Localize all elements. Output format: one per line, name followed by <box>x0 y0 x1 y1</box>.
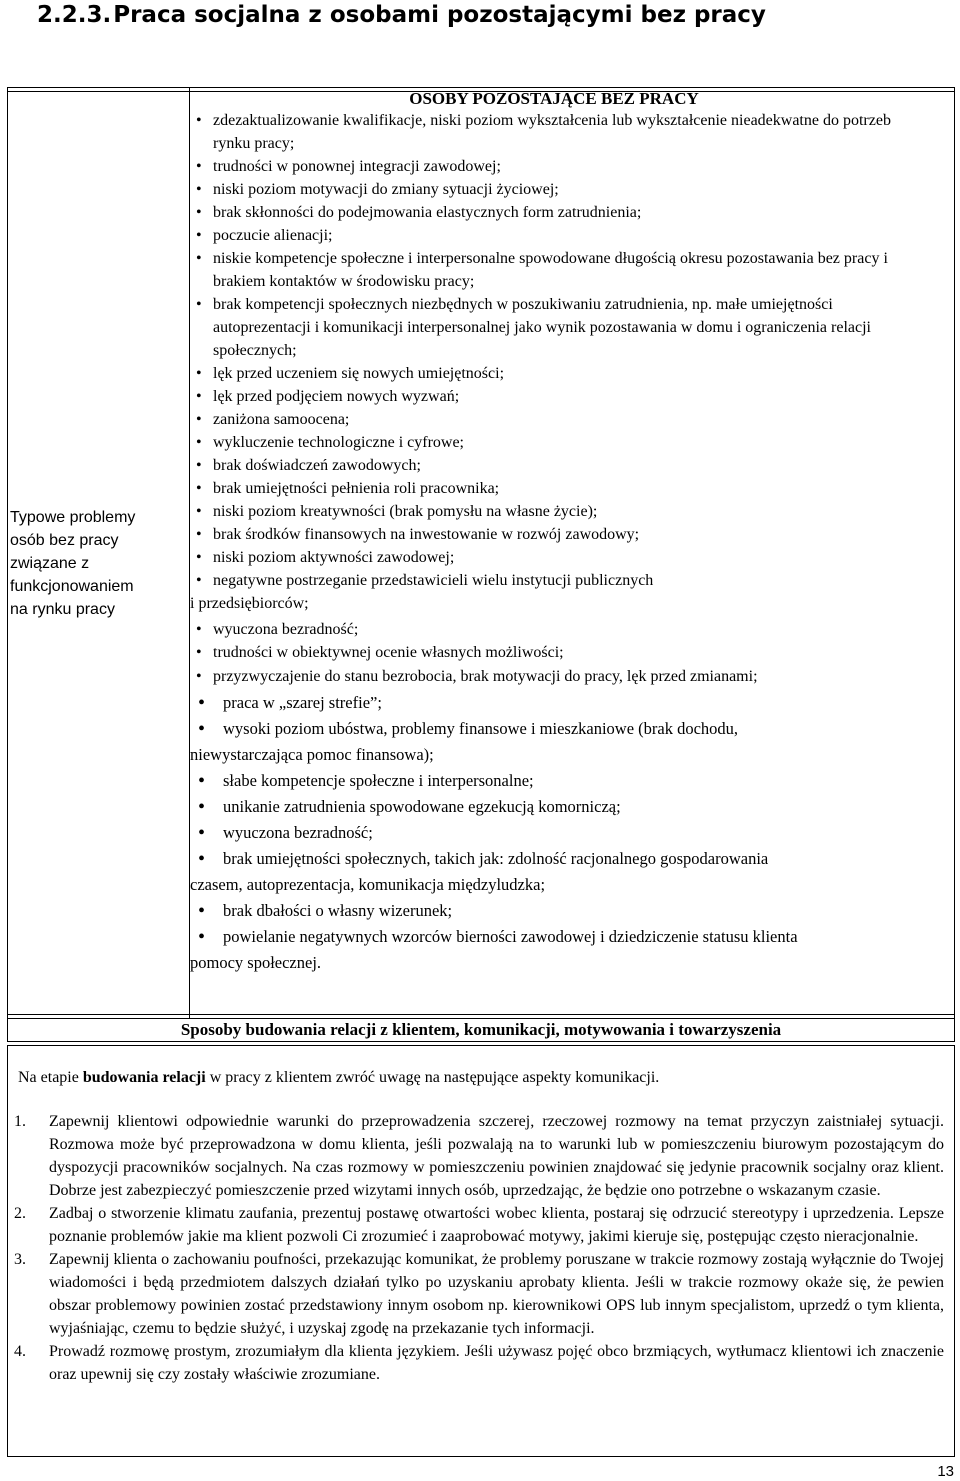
problems-list-continued <box>190 618 918 690</box>
category-line: osób bez pracy <box>10 532 119 549</box>
list-item: • przyzwyczajenie do stanu bezrobocia, brak motywacji do pracy, lęk przed zmianami; <box>190 664 918 690</box>
section-heading <box>37 0 766 30</box>
list-item <box>190 820 918 846</box>
point-item <box>14 1248 944 1340</box>
category-line: funkcjonowaniem <box>10 578 134 595</box>
item-text: wyuczona bezradność; <box>223 823 373 842</box>
section2-title: Sposoby budowania relacji z klientem, komunikacji, motywowania i towarzyszenia <box>180 1020 782 1039</box>
problems-list-large <box>190 690 918 976</box>
point-text: Zapewnij klienta o zachowaniu poufności, przekazując komunikat, że problemy poruszane w trakcie rozmowy zostają wyłącznie do Twojej wiadomości i będą przedmiotem dalszych działań tylko po uzyskaniu aprobaty klienta. Jeśli w trakcie rozmowy okaże się, że pewien obszar problemowy powinien zostać przedstawiony innym osobom np. kierownikowi OPS lub innym specjalistom, uprzedź o tym klienta, wyjaśniając, czemu to będzie służyć, i uzyskaj zgodę na przekazanie tych informacji. <box>49 1251 944 1337</box>
category-line: na rynku pracy <box>10 601 115 618</box>
list-item: • trudności w obiektywnej ocenie własnych możliwości; <box>190 641 918 664</box>
point-number: 4. <box>14 1343 26 1360</box>
intro-text: Na etapie <box>18 1069 83 1086</box>
item-text-continued: pomocy społecznej. <box>190 953 322 972</box>
table-header: OSOBY POZOSTAJĄCE BEZ PRACY <box>409 89 699 108</box>
list-item: • lęk przed podjęciem nowych wyzwań; <box>190 385 918 408</box>
section-number: 2.2.3. <box>37 2 112 28</box>
list-item: • trudności w ponownej integracji zawodowej; <box>190 155 918 178</box>
item-text: wysoki poziom ubóstwa, problemy finansowe i mieszkaniowe (brak dochodu, <box>223 719 739 738</box>
list-item: • wyuczona bezradność; <box>190 618 918 641</box>
list-item: • poczucie alienacji; <box>190 224 918 247</box>
point-text: Prowadź rozmowę prostym, zrozumiałym dla klienta językiem. Jeśli używasz pojęć obco brzmiących, wytłumacz klientowi ich znaczenie oraz upewnij się czy zostały właściwie zrozumiane. <box>49 1343 944 1383</box>
list-item <box>190 846 918 898</box>
list-item <box>190 924 918 976</box>
list-item: • brak środków finansowych na inwestowanie w rozwój zawodowy; <box>190 523 918 546</box>
item-text: brak umiejętności społecznych, takich jak: zdolność racjonalnego gospodarowania <box>223 849 769 868</box>
item-text: praca w „szarej strefie”; <box>223 693 382 712</box>
category-line: Typowe problemy <box>10 509 136 526</box>
section2-intro <box>18 1067 659 1089</box>
point-number: 1. <box>14 1113 26 1130</box>
communication-points <box>14 1110 944 1386</box>
item-text: brak dbałości o własny wizerunek; <box>223 901 453 920</box>
list-item: • brak skłonności do podejmowania elastycznych form zatrudnienia; <box>190 201 918 224</box>
list-item <box>190 768 918 794</box>
problems-list-cell <box>190 89 918 976</box>
item-text-continued: czasem, autoprezentacja, komunikacja międzyludzka; <box>190 875 546 894</box>
list-item: • wykluczenie technologiczne i cyfrowe; <box>190 431 918 454</box>
point-text: Zadbaj o stworzenie klimatu zaufania, prezentuj postawę otwartości wobec klienta, postaraj się odrzucić stereotypy i uprzedzenia. Lepsze poznanie problemów jakie ma klient pozwoli Ci zrozumieć i zaaprobować motywy, jakimi kieruje się, postępując często nieracjonalnie. <box>49 1205 944 1245</box>
list-item: • brak umiejętności pełnienia roli pracownika; <box>190 477 918 500</box>
intro-bold-text: budowania relacji <box>82 1069 206 1086</box>
list-item: • brak doświadczeń zawodowych; <box>190 454 918 477</box>
list-item <box>190 794 918 820</box>
point-text: Zapewnij klientowi odpowiednie warunki do przeprowadzenia szczerej, rzeczowej rozmowy na temat przyczyn zaistniałej sytuacji. Rozmowa może być przeprowadzona w domu klienta, jeśli pozwalają na to warunki lub w pomieszczeniu biurowym pozostającym do dyspozycji pracowników socjalnych. Na czas rozmowy w pomieszczeniu powinien znajdować się jedynie pracownik socjalny oraz klient. Dobrze jest zabezpieczyć pomieszczenie przed wizytami innych osób, uprzedzając, że będzie ono potrzebne o wskazanym czasie. <box>49 1113 944 1199</box>
table-inner-border-bottom <box>8 1014 954 1015</box>
item-text: unikanie zatrudnienia spowodowane egzekucją komorniczą; <box>223 797 621 816</box>
page-number: 13 <box>937 1463 954 1480</box>
list-item: • niski poziom motywacji do zmiany sytuacji życiowej; <box>190 178 918 201</box>
list-item: • lęk przed uczeniem się nowych umiejętności; <box>190 362 918 385</box>
problems-category-label <box>10 506 178 621</box>
item-text: powielanie negatywnych wzorców bierności zawodowej i dziedziczenie statusu klienta <box>223 927 798 946</box>
intro-text-end: w pracy z klientem zwróć uwagę na następujące aspekty komunikacji. <box>205 1069 660 1086</box>
point-item <box>14 1110 944 1202</box>
list-item: • negatywne postrzeganie przedstawicieli wielu instytucji publicznych <box>190 569 918 592</box>
point-number: 3. <box>14 1251 26 1268</box>
list-item: • zdezaktualizowanie kwalifikacje, niski poziom wykształcenia lub wykształcenie nieadekwatne do potrzeb rynku pracy; <box>190 109 918 155</box>
section-title: Praca socjalna z osobami pozostającymi bez pracy <box>113 2 766 28</box>
problems-list <box>190 109 918 592</box>
point-number: 2. <box>14 1205 26 1222</box>
item-text-continued: niewystarczająca pomoc finansowa); <box>190 745 434 764</box>
list-item <box>190 690 918 716</box>
item-text: słabe kompetencje społeczne i interpersonalne; <box>223 771 534 790</box>
list-item: • niskie kompetencje społeczne i interpersonalne spowodowane długością okresu pozostawania bez pracy i brakiem kontaktów w środowisku pracy; <box>190 247 918 293</box>
list-item: • niski poziom aktywności zawodowej; <box>190 546 918 569</box>
list-item <box>190 898 918 924</box>
list-item: • brak kompetencji społecznych niezbędnych w poszukiwaniu zatrudnienia, np. małe umiejętności autoprezentacji i komunikacji interpersonalnej jako wynik pozostawania w domu i ograniczenia relacji społecznych; <box>190 293 918 362</box>
list-continuation-line: i przedsiębiorców; <box>190 595 309 612</box>
point-item <box>14 1340 944 1386</box>
point-item <box>14 1202 944 1248</box>
list-item <box>190 716 918 768</box>
category-line: związane z <box>10 555 90 572</box>
list-item: • zaniżona samoocena; <box>190 408 918 431</box>
list-item: • niski poziom kreatywności (brak pomysłu na własne życie); <box>190 500 918 523</box>
